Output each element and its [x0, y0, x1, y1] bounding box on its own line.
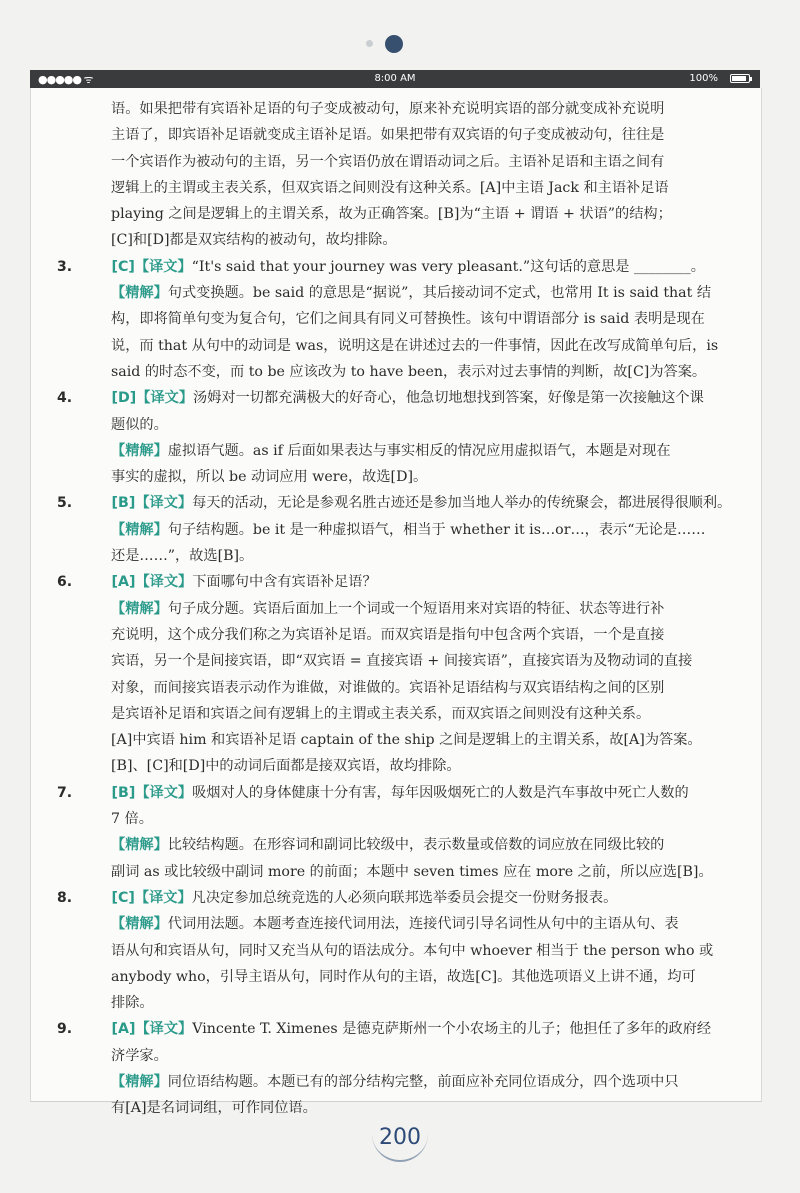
- battery-percent: 100%: [689, 73, 718, 84]
- answer-list: [53, 254, 753, 1122]
- answer-item: [53, 490, 753, 569]
- signal-wifi-icon: ●●●●● ᯤ: [38, 73, 93, 86]
- answer-key: [C]: [111, 889, 135, 906]
- translation-tag: 【译文】: [134, 258, 192, 275]
- explanation-tag: 【精解】: [111, 442, 168, 459]
- translation-tag: 【译文】: [135, 495, 193, 512]
- page-number: 200: [372, 1116, 428, 1162]
- explanation-text: [A]中宾语 him 和宾语补足语 captain of the ship 之间是逻辑上的主谓关系，故[A]为答案。: [111, 732, 702, 749]
- answer-key: [B]: [111, 784, 136, 801]
- translation-text: 凡决定参加总统竞选的人必须向联邦选举委员会提交一份财务报表。: [191, 889, 618, 906]
- answer-key: [A]: [111, 574, 136, 591]
- intro-line: 逻辑上的主谓或主表关系，但双宾语之间则没有这种关系。[A]中主语 Jack 和主语补足语: [111, 179, 669, 196]
- explanation-text: [B]、[C]和[D]中的动词后面都是接双宾语，故均排除。: [111, 758, 461, 775]
- answer-item: [53, 780, 753, 885]
- intro-line: 语。如果把带有宾语补足语的句子变成被动句，原来补充说明宾语的部分就变成补充说明: [111, 101, 665, 117]
- explanation-tag: 【精解】: [111, 916, 168, 933]
- explanation-tag: 【精解】: [111, 285, 168, 302]
- status-bar: [30, 70, 760, 88]
- intro-line: 一个宾语作为被动句的主语，另一个宾语仍放在谓语动词之后。主语补足语和主语之间有: [111, 153, 665, 170]
- question-number: 9.: [57, 1021, 73, 1038]
- translation-text: 吸烟对人的身体健康十分有害，每年因吸烟死亡的人数是汽车事故中死亡人数的: [192, 784, 689, 801]
- explanation-text: 句式变换题。be said 的意思是“据说”，其后接动词不定式，也常用 It is said that 结: [167, 285, 712, 302]
- explanation-text: 充说明，这个成分我们称之为宾语补足语。而双宾语是指句中包含两个宾语，一个是直接: [111, 626, 665, 643]
- explanation-tag: 【精解】: [111, 521, 168, 538]
- question-number: 5.: [57, 495, 73, 512]
- document-page: [30, 88, 762, 1117]
- question-number: 4.: [57, 390, 73, 407]
- answer-key: [A]: [111, 1021, 136, 1038]
- intro-line: [C]和[D]都是双宾结构的被动句，故均排除。: [111, 232, 397, 249]
- question-number: 6.: [57, 574, 73, 591]
- camera-dot-small: [366, 40, 373, 47]
- answer-item: [53, 385, 753, 490]
- answer-item: [53, 254, 753, 385]
- explanation-text: 比较结构题。在形容词和副词比较级中，表示数量或倍数的词应放在同级比较的: [167, 837, 665, 854]
- answer-key: [B]: [111, 495, 136, 512]
- explanation-text: 句子结构题。be it 是一种虚拟语气，相当于 whether it is…or…，表示“无论是……: [167, 521, 706, 538]
- explanation-text: 有[A]是名词词组，可作同位语。: [111, 1100, 317, 1117]
- explanation-text: 构，即将简单句变为复合句，它们之间具有同义可替换性。该句中谓语部分 is said 表明是现在: [111, 311, 705, 328]
- explanation-text: 说，而 that 从句中的动词是 was，说明这是在讲述过去的一件事情，因此在改写成简单句后，is: [111, 337, 719, 354]
- translation-text: 题似的。: [111, 416, 168, 433]
- explanation-text: 排除。: [111, 995, 154, 1012]
- explanation-text: 句子成分题。宾语后面加上一个词或一个短语用来对宾语的特征、状态等进行补: [167, 600, 665, 617]
- explanation-text: 同位语结构题。本题已有的部分结构完整，前面应补充同位语成分，四个选项中只: [167, 1073, 679, 1090]
- camera-icon: [385, 35, 403, 53]
- answer-key: [D]: [111, 390, 137, 407]
- explanation-text: said 的时态不变，而 to be 应该改为 to have been，表示对过去事情的判断，故[C]为答案。: [111, 363, 707, 380]
- translation-tag: 【译文】: [135, 574, 193, 591]
- question-number: 3.: [57, 258, 73, 275]
- page-content: [53, 96, 753, 1122]
- battery-icon: [730, 74, 750, 83]
- translation-tag: 【译文】: [134, 889, 192, 906]
- explanation-text: 对象，而间接宾语表示动作为谁做，对谁做的。宾语补足语结构与双宾语结构之间的区别: [111, 679, 665, 696]
- translation-tag: 【译文】: [135, 1021, 193, 1038]
- explanation-text: 代词用法题。本题考查连接代词用法，连接代词引导名词性从句中的主语从句、表: [167, 916, 679, 933]
- answer-item: [53, 1016, 753, 1121]
- answer-key: [C]: [111, 258, 135, 275]
- explanation-tag: 【精解】: [111, 837, 168, 854]
- explanation-text: anybody who，引导主语从句，同时作从句的主语，故选[C]。其他选项语义上讲不通，均可: [111, 968, 696, 985]
- explanation-text: 还是……”，故选[B]。: [111, 548, 254, 565]
- intro-paragraph: [53, 96, 753, 254]
- explanation-text: 事实的虚拟，所以 be 动词应用 were，故选[D]。: [111, 469, 428, 486]
- translation-text: “It's said that your journey was very pleasant.”这句话的意思是 ________。: [191, 258, 705, 275]
- explanation-text: 是宾语补足语和宾语之间有逻辑上的主谓或主表关系，而双宾语之间则没有这种关系。: [111, 705, 651, 722]
- explanation-text: 宾语，另一个是间接宾语，即“双宾语 = 直接宾语 + 间接宾语”，直接宾语为及物动词的直接: [111, 653, 693, 670]
- explanation-tag: 【精解】: [111, 600, 168, 617]
- translation-text: 下面哪句中含有宾语补足语？: [192, 574, 377, 591]
- translation-text: 每天的活动，无论是参观名胜古迹还是参加当地人举办的传统聚会，都进展得很顺利。: [192, 495, 732, 512]
- intro-line: playing 之间是逻辑上的主谓关系，故为正确答案。[B]为“主语 + 谓语 + 状语”的结构；: [111, 206, 672, 223]
- explanation-tag: 【精解】: [111, 1073, 168, 1090]
- translation-tag: 【译文】: [135, 784, 193, 801]
- explanation-text: 副词 as 或比较级中副词 more 的前面；本题中 seven times 应在 more 之前，所以应选[B]。: [111, 863, 713, 880]
- intro-line: 主语了，即宾语补足语就变成主语补足语。如果把带有双宾语的句子变成被动句，往往是: [111, 127, 665, 144]
- translation-text: 汤姆对一切都充满极大的好奇心，他急切地想找到答案，好像是第一次接触这个课: [193, 390, 704, 407]
- translation-text: 7 倍。: [111, 811, 153, 828]
- translation-text: Vincente T. Ximenes 是德克萨斯州一个小农场主的儿子；他担任了多年的政府经: [192, 1021, 712, 1038]
- explanation-text: 语从句和宾语从句，同时又充当从句的语法成分。本句中 whoever 相当于 the person who 或: [111, 942, 714, 959]
- question-number: 8.: [57, 889, 73, 906]
- question-number: 7.: [57, 784, 73, 801]
- status-time: 8:00 AM: [374, 73, 416, 84]
- explanation-text: 虚拟语气题。as if 后面如果表达与事实相反的情况应用虚拟语气，本题是对现在: [167, 442, 671, 459]
- answer-item: [53, 885, 753, 1016]
- translation-tag: 【译文】: [136, 390, 194, 407]
- translation-text: 济学家。: [111, 1047, 168, 1064]
- answer-item: [53, 569, 753, 779]
